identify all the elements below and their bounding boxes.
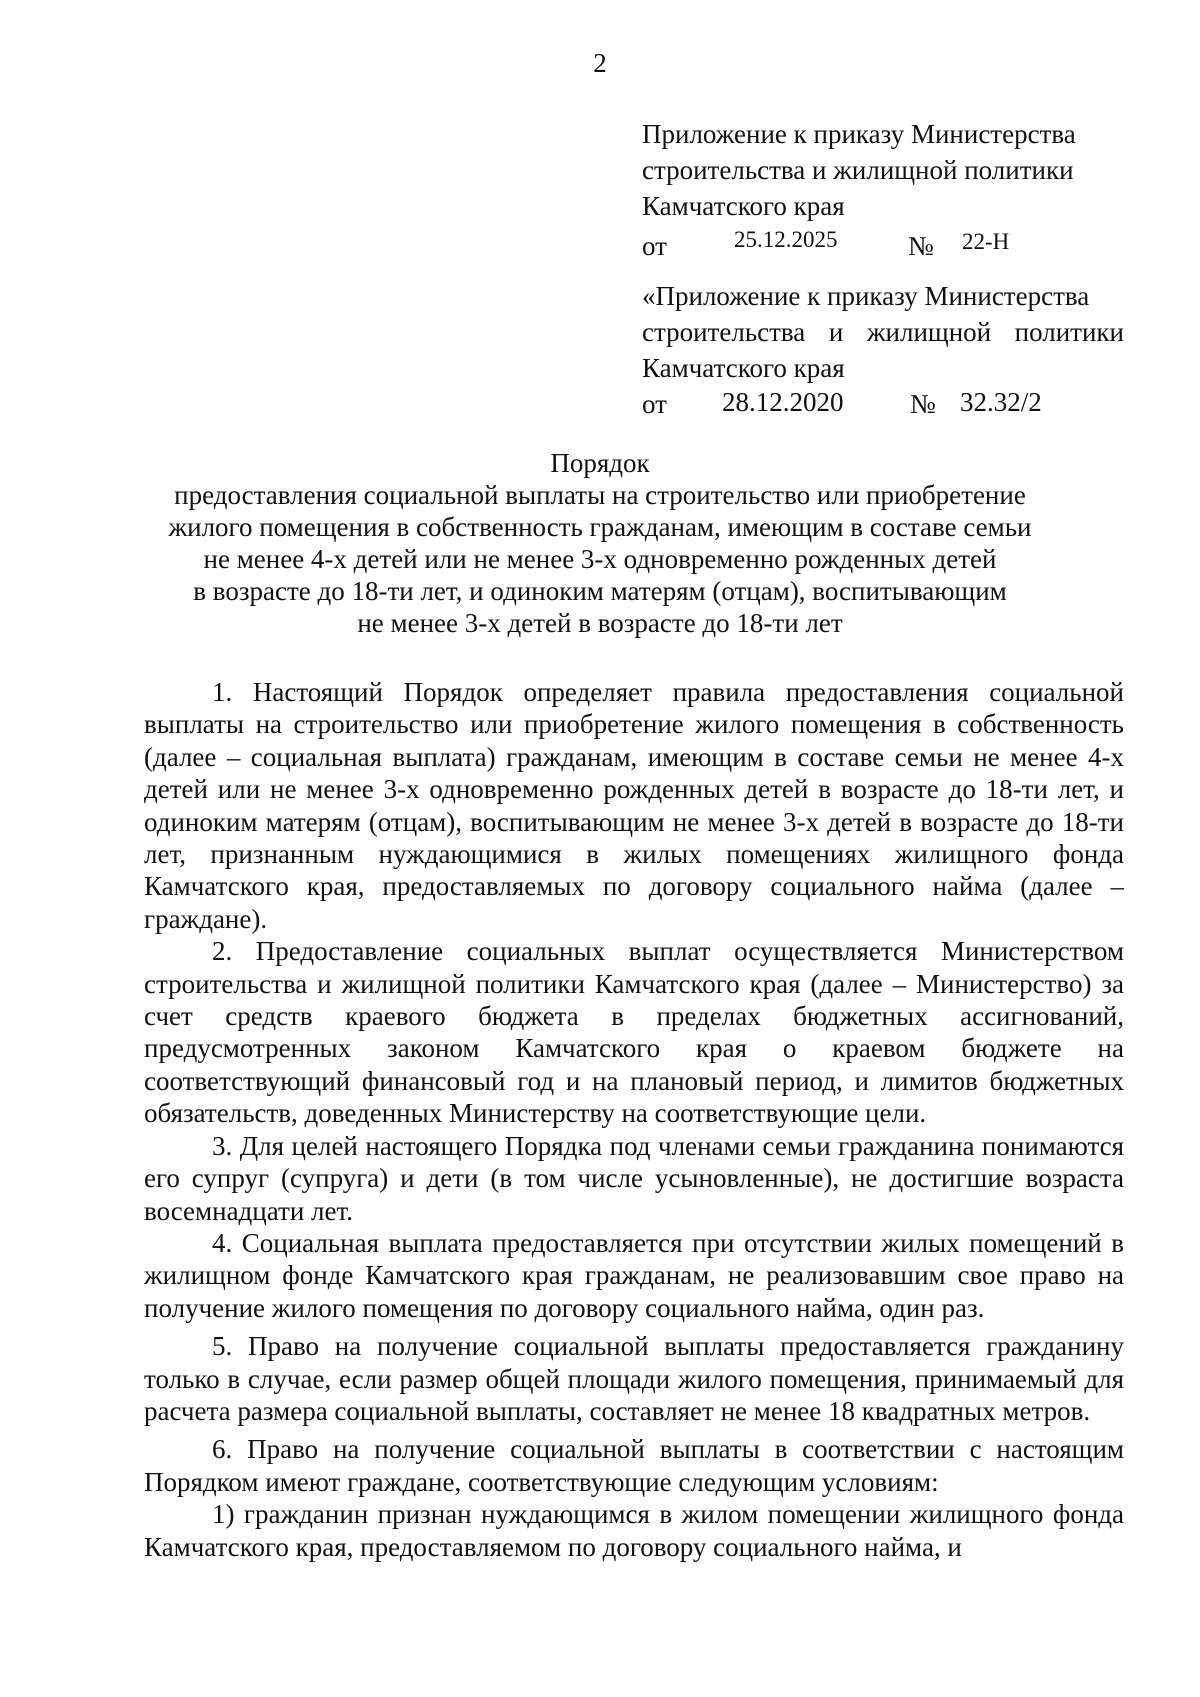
title-line: жилого помещения в собственность гражданам, имеющим в составе семьи bbox=[168, 512, 1032, 542]
appendix-old-order bbox=[642, 278, 1122, 422]
from-label: от bbox=[642, 389, 667, 419]
order-number: 32.32/2 bbox=[960, 387, 1042, 417]
paragraph: 3. Для целей настоящего Порядка под членами семьи гражданина понимаются его супруг (супруга) и дети (в том числе усыновленные), не достигшие возраста восемнадцати лет. bbox=[144, 1130, 1124, 1226]
registration-row bbox=[642, 386, 1122, 422]
appendix-line: Камчатского края bbox=[642, 191, 845, 221]
page-number: 2 bbox=[593, 48, 607, 78]
appendix-line: строительства и жилищной политики bbox=[642, 317, 1124, 347]
appendix-line: строительства и жилищной политики bbox=[642, 155, 1074, 185]
from-label: от bbox=[642, 231, 667, 261]
appendix-new-order bbox=[642, 116, 1122, 260]
paragraph: 1. Настоящий Порядок определяет правила предоставления социальной выплаты на строительство или приобретение жилого помещения в собственность (далее – социальная выплата) гражданам, имеющим в составе семьи не менее 4-х детей или не менее 3-х одновременно рожденных детей в возрасте до 18-ти лет, и одиноким матерям (отцам), воспитывающим не менее 3-х детей в возрасте до 18-ти лет, признанным нуждающимися в жилых помещениях жилищного фонда Камчатского края, предоставляемых по договору социального найма (далее – граждане). bbox=[144, 677, 1124, 934]
title-line: предоставления социальной выплаты на строительство или приобретение bbox=[174, 480, 1026, 510]
title-line: не менее 4-х детей или не менее 3-х одновременно рожденных детей bbox=[203, 544, 997, 574]
title-line: в возрасте до 18-ти лет, и одиноким матерям (отцам), воспитывающим bbox=[193, 576, 1007, 606]
paragraph: 4. Социальная выплата предоставляется при отсутствии жилых помещений в жилищном фонде Камчатского края гражданам, не реализовавшим свое право на получение жилого помещения по договору социального найма, один раз. bbox=[144, 1227, 1124, 1323]
document-body bbox=[144, 676, 1124, 1563]
number-sign: № bbox=[908, 231, 934, 261]
number-sign: № bbox=[910, 389, 936, 419]
document-title bbox=[100, 447, 1100, 639]
paragraph: 2. Предоставление социальных выплат осуществляется Министерством строительства и жилищной политики Камчатского края (далее – Министерство) за счет средств краевого бюджета в пределах бюджетных ассигнований, предусмотренных законом Камчатского края о краевом бюджете на соответствующий финансовый год и на плановый период, и лимитов бюджетных обязательств, доведенных Министерству на соответствующие цели. bbox=[144, 936, 1124, 1129]
paragraph: 1) гражданин признан нуждающимся в жилом помещении жилищного фонда Камчатского края, предоставляемом по договору социального найма, и bbox=[144, 1499, 1124, 1562]
paragraph: 6. Право на получение социальной выплаты в соответствии с настоящим Порядком имеют граждане, соответствующие следующим условиям: bbox=[144, 1434, 1124, 1497]
title-line: не менее 3-х детей в возрасте до 18-ти лет bbox=[357, 608, 843, 638]
appendix-line: Камчатского края bbox=[642, 353, 845, 383]
registration-row bbox=[642, 224, 1122, 260]
order-date: 28.12.2020 bbox=[722, 387, 844, 417]
order-date: 25.12.2025 bbox=[734, 227, 838, 252]
appendix-line: «Приложение к приказу Министерства bbox=[642, 281, 1090, 311]
order-number: 22-Н bbox=[962, 229, 1010, 254]
title-heading: Порядок bbox=[550, 448, 650, 478]
appendix-line: Приложение к приказу Министерства bbox=[642, 119, 1076, 149]
paragraph: 5. Право на получение социальной выплаты предоставляется гражданину только в случае, если размер общей площади жилого помещения, принимаемый для расчета размера социальной выплаты, составляет не менее 18 квадратных метров. bbox=[144, 1331, 1124, 1426]
